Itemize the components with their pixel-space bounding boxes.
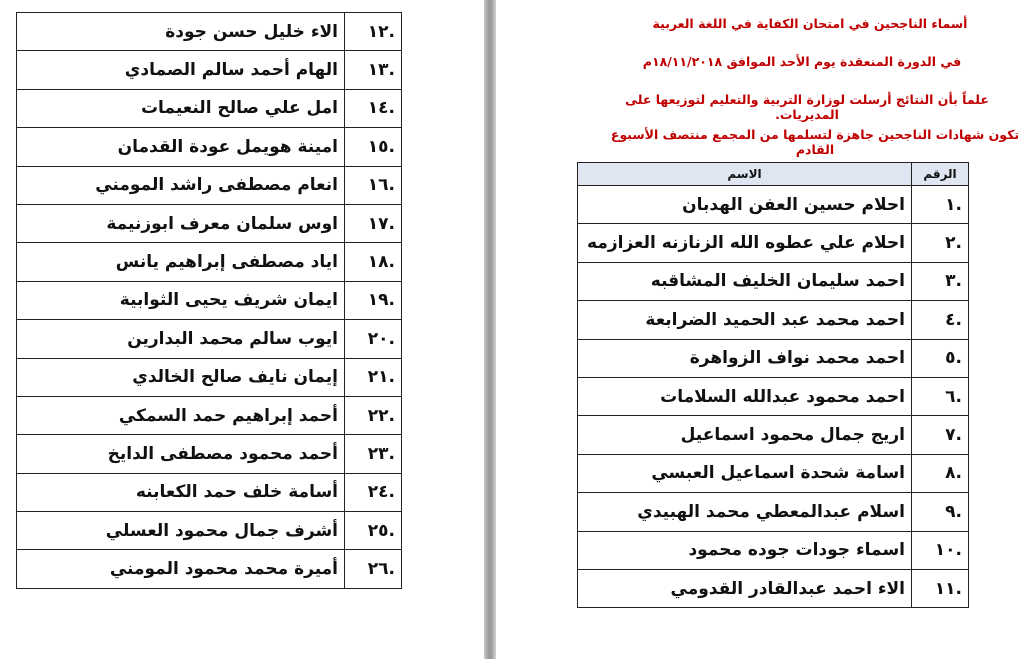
table-header-row bbox=[578, 163, 969, 186]
row-name: احلام علي عطوه الله الزنازنه العزازمه bbox=[578, 224, 912, 262]
table-row bbox=[17, 396, 402, 434]
table-row bbox=[17, 166, 402, 204]
row-number: .١٣ bbox=[345, 51, 402, 89]
row-number: .١٤ bbox=[345, 89, 402, 127]
table-row bbox=[578, 569, 969, 607]
row-name: ايمان شريف يحيى الثوابية bbox=[17, 281, 345, 319]
column-header-number: الرقم bbox=[912, 163, 969, 186]
row-name: احمد محمد نواف الزواهرة bbox=[578, 339, 912, 377]
row-name: ايوب سالم محمد البدارين bbox=[17, 320, 345, 358]
row-name: أميرة محمد محمود المومني bbox=[17, 550, 345, 588]
row-number: .٦ bbox=[912, 377, 969, 415]
names-table-right-body bbox=[578, 186, 969, 608]
row-name: امل علي صالح النعيمات bbox=[17, 89, 345, 127]
page-gutter bbox=[484, 0, 496, 659]
row-name: الاء احمد عبدالقادر القدومي bbox=[578, 569, 912, 607]
table-row bbox=[17, 473, 402, 511]
table-row bbox=[578, 186, 969, 224]
column-header-name: الاسم bbox=[578, 163, 912, 186]
table-row bbox=[17, 243, 402, 281]
row-number: .٢٢ bbox=[345, 396, 402, 434]
row-number: .١٢ bbox=[345, 13, 402, 51]
table-row bbox=[578, 377, 969, 415]
row-number: .١٠ bbox=[912, 531, 969, 569]
row-number: .٢١ bbox=[345, 358, 402, 396]
table-row bbox=[17, 358, 402, 396]
row-number: .٩ bbox=[912, 493, 969, 531]
table-row bbox=[578, 493, 969, 531]
row-name: اسامة شحدة اسماعيل العبسي bbox=[578, 454, 912, 492]
row-name: أسامة خلف حمد الكعابنه bbox=[17, 473, 345, 511]
row-name: اسلام عبدالمعطي محمد الهبيدي bbox=[578, 493, 912, 531]
row-number: .١٩ bbox=[345, 281, 402, 319]
row-number: .٢٦ bbox=[345, 550, 402, 588]
header-note-certificates: تكون شهادات الناجحين جاهزة لتسلمها من المجمع منتصف الأسبوع القادم bbox=[610, 127, 1020, 157]
row-number: .١٧ bbox=[345, 204, 402, 242]
table-row bbox=[17, 204, 402, 242]
document-page-right bbox=[496, 0, 1024, 659]
row-number: .٢ bbox=[912, 224, 969, 262]
row-name: اسماء جودات جوده محمود bbox=[578, 531, 912, 569]
table-row bbox=[578, 454, 969, 492]
row-name: إيمان نايف صالح الخالدي bbox=[17, 358, 345, 396]
row-number: .١٨ bbox=[345, 243, 402, 281]
row-name: امينة هويمل عودة القدمان bbox=[17, 128, 345, 166]
table-row bbox=[17, 13, 402, 51]
names-table-right bbox=[577, 162, 969, 608]
table-row bbox=[578, 224, 969, 262]
row-number: .١ bbox=[912, 186, 969, 224]
row-number: .٢٣ bbox=[345, 435, 402, 473]
row-number: .٢٠ bbox=[345, 320, 402, 358]
table-row bbox=[17, 89, 402, 127]
row-number: .٨ bbox=[912, 454, 969, 492]
row-name: احمد سليمان الخليف المشاقبه bbox=[578, 262, 912, 300]
row-name: اوس سلمان معرف ابوزنيمة bbox=[17, 204, 345, 242]
row-name: الهام أحمد سالم الصمادي bbox=[17, 51, 345, 89]
row-name: أحمد محمود مصطفى الدايخ bbox=[17, 435, 345, 473]
row-number: .٢٤ bbox=[345, 473, 402, 511]
row-number: .١٥ bbox=[345, 128, 402, 166]
table-row bbox=[578, 262, 969, 300]
row-number: .١١ bbox=[912, 569, 969, 607]
row-name: احمد محمد عبد الحميد الضرابعة bbox=[578, 301, 912, 339]
table-row bbox=[578, 339, 969, 377]
table-row bbox=[17, 435, 402, 473]
table-row bbox=[17, 281, 402, 319]
table-row bbox=[17, 512, 402, 550]
header-title: أسماء الناجحين في امتحان الكفاية في اللغة العربية bbox=[652, 16, 968, 31]
table-row bbox=[17, 320, 402, 358]
row-name: انعام مصطفى راشد المومني bbox=[17, 166, 345, 204]
table-row bbox=[578, 531, 969, 569]
table-row bbox=[17, 51, 402, 89]
row-name: احلام حسين العفن الهدبان bbox=[578, 186, 912, 224]
table-row bbox=[17, 550, 402, 588]
row-name: اياد مصطفى إبراهيم يانس bbox=[17, 243, 345, 281]
table-row bbox=[578, 301, 969, 339]
row-name: احمد محمود عبدالله السلامات bbox=[578, 377, 912, 415]
row-number: .٤ bbox=[912, 301, 969, 339]
document-page-left bbox=[0, 0, 484, 659]
row-number: .١٦ bbox=[345, 166, 402, 204]
row-number: .٣ bbox=[912, 262, 969, 300]
row-number: .٢٥ bbox=[345, 512, 402, 550]
names-table-left bbox=[16, 12, 402, 589]
row-number: .٥ bbox=[912, 339, 969, 377]
header-session-date: في الدورة المنعقدة يوم الأحد الموافق ١٨/١١/٢٠١٨م bbox=[642, 54, 962, 69]
row-name: أشرف جمال محمود العسلي bbox=[17, 512, 345, 550]
table-row bbox=[17, 128, 402, 166]
row-number: .٧ bbox=[912, 416, 969, 454]
row-name: اريج جمال محمود اسماعيل bbox=[578, 416, 912, 454]
header-note-results: علماً بأن النتائج أرسلت لوزارة التربية والتعليم لتوزيعها على المديريات. bbox=[625, 92, 989, 122]
names-table-left-body bbox=[17, 13, 402, 589]
row-name: الاء خليل حسن جودة bbox=[17, 13, 345, 51]
row-name: أحمد إبراهيم حمد السمكي bbox=[17, 396, 345, 434]
table-row bbox=[578, 416, 969, 454]
